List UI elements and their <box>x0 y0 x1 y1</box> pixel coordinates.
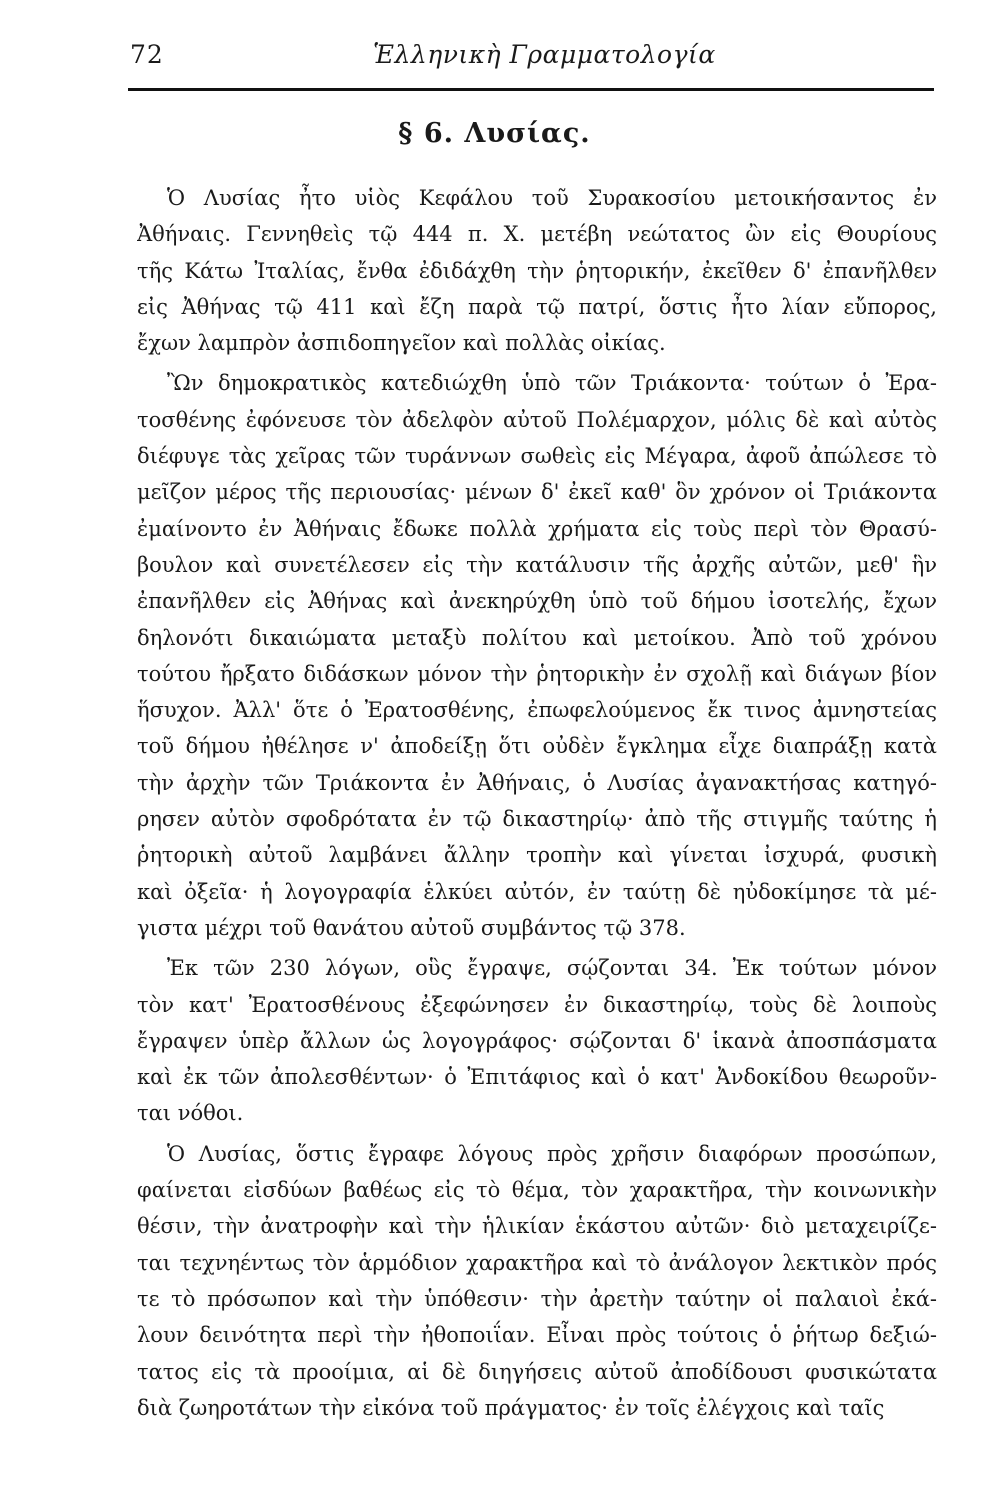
paragraph <box>137 180 937 361</box>
page-header <box>128 38 936 88</box>
text-line: τὴν ἀρχὴν τῶν Τριάκοντα ἐν Ἀθήναις, ὁ Λυσίας ἀγανακτήσας κατηγό- <box>137 770 937 795</box>
text-line: ρησεν αὐτὸν σφοδρότατα ἐν τῷ δικαστηρίῳ· ἀπὸ τῆς στιγμῆς ταύτης ἡ <box>137 807 937 832</box>
text-line: Ἐκ τῶν 230 λόγων, οὓς ἔγραψε, σῴζονται 34. Ἐκ τούτων μόνον <box>167 956 937 981</box>
text-line: τὸν κατ' Ἐρατοσθένους ἐξεφώνησεν ἐν δικαστηρίῳ, τοὺς δὲ λοιποὺς <box>137 992 937 1017</box>
text-line: Ἀθήναις. Γεννηθεὶς τῷ 444 π. Χ. μετέβη νεώτατος ὢν εἰς Θουρίους <box>137 222 937 247</box>
text-line: ται τεχνηέντως τὸν ἁρμόδιον χαρακτῆρα καὶ τὸ ἀνάλογον λεκτικὸν πρός <box>137 1250 937 1275</box>
paragraph <box>137 365 937 946</box>
text-line: γιστα μέχρι τοῦ θανάτου αὐτοῦ συμβάντος τῷ 378. <box>137 915 686 940</box>
running-title: Ἑλληνικὴ Γραμματολογία <box>373 40 716 69</box>
header-rule <box>128 88 934 91</box>
paragraph <box>137 950 937 1131</box>
section-title: § 6. Λυσίας. <box>398 118 591 149</box>
body-text <box>137 180 937 1426</box>
text-line: δηλονότι δικαιώματα μεταξὺ πολίτου καὶ μετοίκου. Ἀπὸ τοῦ χρόνου <box>137 625 937 650</box>
text-line: Ὁ Λυσίας ἦτο υἱὸς Κεφάλου τοῦ Συρακοσίου μετοικήσαντος ἐν <box>167 186 937 210</box>
text-line: καὶ ὀξεῖα· ἡ λογογραφία ἑλκύει αὐτόν, ἐν ταύτῃ δὲ ηὐδοκίμησε τὰ μέ- <box>137 879 937 904</box>
text-line: ἥσυχον. Ἀλλ' ὅτε ὁ Ἐρατοσθένης, ἐπωφελούμενος ἔκ τινος ἀμνηστείας <box>137 698 937 723</box>
text-line: διέφυγε τὰς χεῖρας τῶν τυράννων σωθεὶς εἰς Μέγαρα, ἀφοῦ ἀπώλεσε τὸ <box>137 444 937 469</box>
text-line: τῆς Κάτω Ἰταλίας, ἔνθα ἐδιδάχθη τὴν ῥητορικήν, ἐκεῖθεν δ' ἐπανῆλθεν <box>137 258 937 283</box>
text-line: τατος εἰς τὰ προοίμια, αἱ δὲ διηγήσεις αὐτοῦ ἀποδίδουσι φυσικώτατα <box>137 1359 937 1384</box>
text-line: Ὢν δημοκρατικὸς κατεδιώχθη ὑπὸ τῶν Τριάκοντα· τούτων ὁ Ἐρα- <box>167 371 937 396</box>
text-line: διὰ ζωηροτάτων τὴν εἰκόνα τοῦ πράγματος· ἐν τοῖς ἐλέγχοις καὶ ταῖς <box>137 1395 885 1420</box>
text-line: θέσιν, τὴν ἀνατροφὴν καὶ τὴν ἡλικίαν ἑκάστου αὐτῶν· διὸ μεταχειρίζε- <box>137 1214 937 1239</box>
text-line: λουν δεινότητα περὶ τὴν ἠθοποιΐαν. Εἶναι πρὸς τούτοις ὁ ῥήτωρ δεξιώ- <box>137 1323 937 1348</box>
text-line: ἔγραψεν ὑπὲρ ἄλλων ὡς λογογράφος· σῴζονται δ' ἱκανὰ ἀποσπάσματα <box>137 1028 937 1053</box>
text-line: τε τὸ πρόσωπον καὶ τὴν ὑπόθεσιν· τὴν ἀρετὴν ταύτην οἱ παλαιοὶ ἐκά- <box>137 1286 937 1311</box>
text-line: μεῖζον μέρος τῆς περιουσίας· μένων δ' ἐκεῖ καθ' ὃν χρόνον οἱ Τριάκοντα <box>137 480 937 505</box>
text-line: Ὁ Λυσίας, ὅστις ἔγραφε λόγους πρὸς χρῆσιν διαφόρων προσώπων, <box>167 1141 937 1166</box>
text-line: ἔχων λαμπρὸν ἀσπιδοπηγεῖον καὶ πολλὰς οἰκίας. <box>137 331 666 356</box>
text-line: καὶ ἐκ τῶν ἀπολεσθέντων· ὁ Ἐπιτάφιος καὶ ὁ κατ' Ἀνδοκίδου θεωροῦν- <box>137 1065 937 1090</box>
text-line: τούτου ἤρξατο διδάσκων μόνον τὴν ῥητορικὴν ἐν σχολῇ καὶ διάγων βίον <box>137 661 937 686</box>
text-line: βουλον καὶ συνετέλεσεν εἰς τὴν κατάλυσιν τῆς ἀρχῆς αὐτῶν, μεθ' ἣν <box>137 552 937 577</box>
paragraph <box>137 1136 937 1426</box>
text-line: ται νόθοι. <box>137 1101 244 1126</box>
text-line: τοῦ δήμου ἠθέλησε ν' ἀποδείξῃ ὅτι οὐδὲν ἔγκλημα εἶχε διαπράξῃ κατὰ <box>137 734 937 759</box>
text-line: ἐμαίνοντο ἐν Ἀθήναις ἔδωκε πολλὰ χρήματα εἰς τοὺς περὶ τὸν Θρασύ- <box>137 516 937 541</box>
text-line: ἐπανῆλθεν εἰς Ἀθήνας καὶ ἀνεκηρύχθη ὑπὸ τοῦ δήμου ἰσοτελής, ἔχων <box>137 589 937 614</box>
text-line: εἰς Ἀθήνας τῷ 411 καὶ ἔζη παρὰ τῷ πατρί, ὅστις ἦτο λίαν εὔπορος, <box>137 294 937 319</box>
text-line: ῥητορικὴ αὐτοῦ λαμβάνει ἄλλην τροπὴν καὶ γίνεται ἰσχυρά, φυσικὴ <box>137 843 937 868</box>
page-number: 72 <box>130 40 164 69</box>
text-line: τοσθένης ἐφόνευσε τὸν ἀδελφὸν αὐτοῦ Πολέμαρχον, μόλις δὲ καὶ αὐτὸς <box>137 407 937 432</box>
text-line: φαίνεται εἰσδύων βαθέως εἰς τὸ θέμα, τὸν χαρακτῆρα, τὴν κοινωνικὴν <box>137 1178 937 1203</box>
